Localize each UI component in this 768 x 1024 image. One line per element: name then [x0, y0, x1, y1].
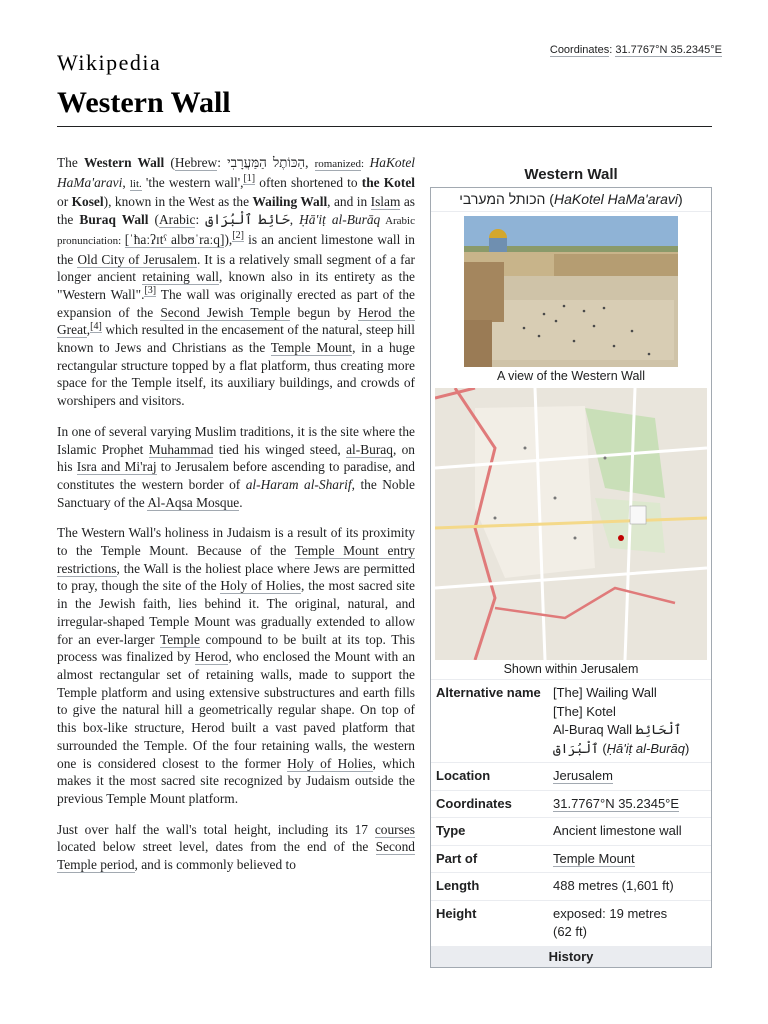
row-alternative-name: [431, 679, 711, 762]
infobox-rows: [431, 679, 711, 967]
link-islam[interactable]: Islam: [370, 194, 401, 210]
link-arabic[interactable]: Arabic: [159, 212, 196, 228]
row-type: [431, 817, 711, 845]
jerusalem-map[interactable]: [435, 388, 707, 660]
link-holy-of-holies[interactable]: Holy of Holies: [220, 578, 302, 594]
western-wall-photo[interactable]: [464, 216, 678, 367]
value-length: 488 metres (1,601 ft): [553, 878, 674, 893]
link-herod-the-great[interactable]: Herod the Great: [57, 304, 416, 338]
link-coordinates[interactable]: 31.7767°N 35.2345°E: [553, 795, 680, 811]
link-herod[interactable]: Herod: [194, 649, 229, 665]
link-ipa[interactable]: [ˈħaːʔɪtˤ albʊˈraːq]: [124, 231, 225, 247]
value-height: exposed: 19 metres (62 ft): [553, 905, 668, 939]
link-lit[interactable]: lit.: [129, 177, 142, 190]
ref-1[interactable]: [1]: [243, 173, 256, 185]
article-body: [57, 154, 415, 887]
page-title: Western Wall: [57, 86, 231, 119]
coordinates-label-link[interactable]: Coordinates: [549, 44, 610, 56]
link-isra-miraj[interactable]: Isra and Mi'raj: [76, 459, 157, 475]
link-courses[interactable]: courses: [374, 821, 415, 837]
link-second-temple-period[interactable]: Second Temple period: [57, 839, 415, 873]
link-holy-of-holies-2[interactable]: Holy of Holies: [287, 755, 373, 771]
link-entry-restrictions[interactable]: Temple Mount entry restrictions: [57, 543, 416, 576]
paragraph-1: The Western Wall (Hebrew: הַכּוֹתֶל הַמַּעֲרָבִי, romanized: HaKotel HaMa'aravi, lit. 'the western wall',[1] often shortened to the Kotel or Kosel), known in the West as the Wailing Wall, and in Islam as the Buraq Wall (Arabic: حَائِط ٱلْبُرَاق, Ḥā'iṭ al-Burāq Arabic pronunciation: [ˈħaːʔɪtˤ albʊˈraːq]),[2] is an ancient limestone wall in the Old City of Jerusalem. It is a relatively small segment of a far longer ancient retaining wall, known also in its entirety as the "Western Wall".[3] The wall was originally erected as part of the expansion of the Second Jewish Temple begun by Herod the Great,[4] which resulted in the encasement of the natural, steep hill known to Jews and Christians as the Temple Mount, in a huge rectangular structure topped by a flat platform, thus creating more space for the Temple itself, its auxiliary buildings, and crowds of worshipers and visitors.: [57, 155, 416, 409]
wikipedia-logo[interactable]: Wikipedia: [57, 50, 162, 75]
link-al-aqsa[interactable]: Al-Aqsa Mosque: [147, 494, 240, 510]
row-coordinates: [431, 790, 711, 818]
value-alternative-name: [The] Wailing Wall [The] Kotel Al-Buraq Wall ٱلْحَائِط ٱلْبُرَاق (Ḥā'iṭ al-Burāq): [553, 685, 690, 756]
coordinates-header: Coordinates: 31.7767°N 35.2345°E: [549, 44, 722, 56]
link-temple[interactable]: Temple: [159, 631, 200, 647]
label-type: Type: [436, 823, 466, 838]
section-history[interactable]: History: [431, 946, 711, 967]
coordinates-value-link[interactable]: 31.7767°N 35.2345°E: [615, 44, 722, 56]
label-alternative-name: Alternative name: [436, 685, 541, 700]
ref-2[interactable]: [2]: [232, 230, 244, 242]
map-caption: Shown within Jerusalem: [503, 662, 639, 676]
label-part-of: Part of: [436, 850, 478, 866]
row-part-of: [431, 845, 711, 873]
link-temple-mount[interactable]: Temple Mount: [270, 340, 353, 356]
link-muhammad[interactable]: Muhammad: [148, 441, 214, 457]
link-location-jerusalem[interactable]: Jerusalem: [553, 768, 613, 783]
label-coordinates: Coordinates: [436, 795, 512, 811]
title-divider: [57, 126, 712, 127]
infobox-native-name: הכותל המערבי (HaKotel HaMa'aravi): [431, 188, 711, 212]
row-length: [431, 872, 711, 900]
infobox-frame: [430, 187, 712, 968]
link-second-temple[interactable]: Second Jewish Temple: [160, 304, 291, 320]
value-type: Ancient limestone wall: [553, 823, 682, 838]
link-old-city[interactable]: Old City of Jerusalem: [77, 251, 197, 267]
infobox: [430, 163, 712, 968]
link-retaining-wall[interactable]: retaining wall: [142, 269, 220, 285]
row-location: [431, 762, 711, 790]
label-length: Length: [436, 878, 480, 893]
label-height: Height: [436, 905, 477, 921]
link-romanized[interactable]: romanized: [314, 158, 362, 170]
image-caption: A view of the Western Wall: [497, 369, 645, 383]
paragraph-4: Just over half the wall's total height, including its 17 courses located below street level, dates from the end of the Second Temple period, and is commonly believed to: [57, 821, 415, 873]
link-part-of-temple-mount[interactable]: Temple Mount: [553, 850, 635, 866]
row-height: [431, 900, 711, 946]
paragraph-2: In one of several varying Muslim traditions, it is the site where the Islamic Prophet Muhammad tied his winged steed, al-Buraq, on his Isra and Mi'raj to Jerusalem before ascending to paradise, and constitutes the western border of al-Haram al-Sharif, the Noble Sanctuary of the Al-Aqsa Mosque.: [57, 423, 416, 510]
ref-4[interactable]: [4]: [90, 320, 102, 332]
label-location: Location: [436, 768, 491, 783]
paragraph-3: The Western Wall's holiness in Judaism is a result of its proximity to the Temple Mount. Because of the Temple Mount entry restrictions, the Wall is the holiest place where Jews are permitted to pray, though the site of the Holy of Holies, the most sacred site in the Jewish faith, lies behind it. The original, natural, and irregular-shaped Temple Mount was gradually extended to allow for an ever-larger Temple compound to be built at its top. This process was finalized by Herod, who enclosed the Mount with an almost rectangular set of retaining walls, made to support the Temple platform and using extensive substructures and earth fills to give the natural hill a geometrically regular shape. On top of this box-like structure, Herod built a vast paved platform that surrounded the Temple. Of the four retaining walls, the western one is considered closest to the former Holy of Holies, which makes it the most sacred site recognized by Judaism outside the previous Temple Mount platform.: [57, 525, 416, 806]
link-al-buraq[interactable]: al-Buraq: [346, 441, 393, 457]
link-hebrew[interactable]: Hebrew: [174, 155, 218, 170]
infobox-title: Western Wall: [524, 166, 618, 183]
ref-3[interactable]: [3]: [144, 285, 157, 297]
